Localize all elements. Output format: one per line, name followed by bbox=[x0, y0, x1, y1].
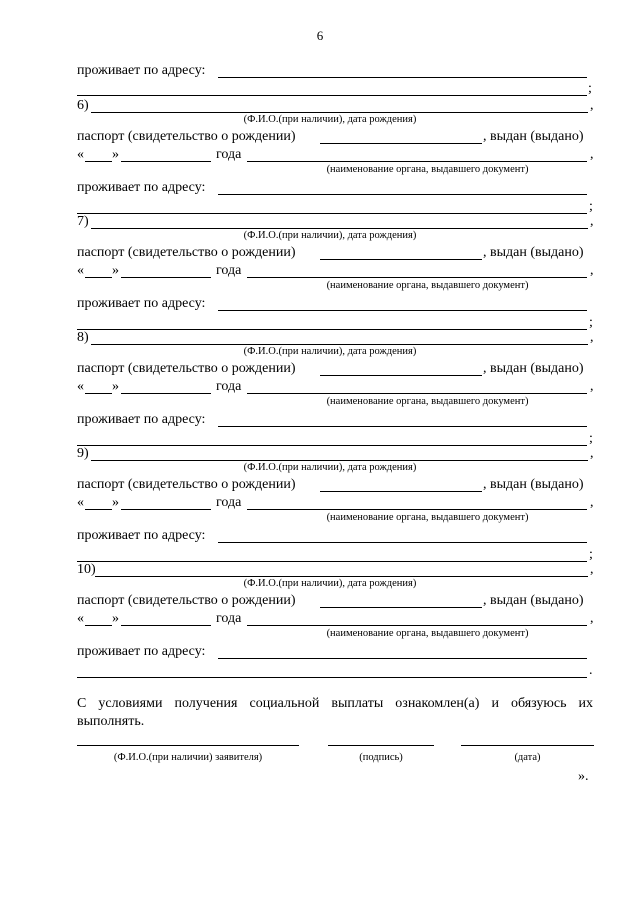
address-line[interactable] bbox=[218, 542, 587, 543]
passport-label: паспорт (свидетельство о рождении) bbox=[77, 593, 296, 608]
open-quote: « bbox=[77, 147, 84, 162]
passport-label: паспорт (свидетельство о рождении) bbox=[77, 245, 296, 260]
fio-line[interactable] bbox=[91, 112, 588, 113]
day-line[interactable] bbox=[85, 277, 112, 278]
issuer-line[interactable] bbox=[247, 509, 587, 510]
applicant-name-line[interactable] bbox=[77, 745, 299, 746]
passport-number-line[interactable] bbox=[320, 375, 482, 376]
issued-label: , выдан (выдано) bbox=[483, 129, 584, 144]
passport-label: паспорт (свидетельство о рождении) bbox=[77, 477, 296, 492]
issuer-line[interactable] bbox=[247, 393, 587, 394]
page-number: 6 bbox=[316, 28, 324, 43]
organ-caption: (наименование органа, выдавшего документ) bbox=[326, 164, 529, 175]
issued-label: , выдан (выдано) bbox=[483, 593, 584, 608]
line-end-punct: . bbox=[589, 663, 593, 678]
fio-caption: (Ф.И.О.(при наличии), дата рождения) bbox=[243, 346, 417, 357]
line-end-punct: ; bbox=[589, 199, 593, 214]
fio-caption: (Ф.И.О.(при наличии), дата рождения) bbox=[243, 230, 417, 241]
organ-caption: (наименование органа, выдавшего документ) bbox=[326, 628, 529, 639]
close-quote: » bbox=[112, 611, 119, 626]
passport-label: паспорт (свидетельство о рождении) bbox=[77, 361, 296, 376]
passport-number-line[interactable] bbox=[320, 259, 482, 260]
line-end-comma: , bbox=[590, 98, 594, 113]
year-label: года bbox=[216, 379, 242, 394]
line-end-semicolon: ; bbox=[588, 81, 592, 96]
organ-caption: (наименование органа, выдавшего документ) bbox=[326, 280, 529, 291]
passport-number-line[interactable] bbox=[320, 491, 482, 492]
line-end-punct: ; bbox=[589, 315, 593, 330]
line-end-punct: ; bbox=[589, 431, 593, 446]
address-line[interactable] bbox=[218, 77, 587, 78]
organ-caption: (наименование органа, выдавшего документ) bbox=[326, 396, 529, 407]
year-label: года bbox=[216, 147, 242, 162]
person-number: 10) bbox=[77, 562, 96, 577]
day-line[interactable] bbox=[85, 625, 112, 626]
close-quote: » bbox=[112, 495, 119, 510]
address-label: проживает по адресу: bbox=[77, 296, 206, 311]
passport-label: паспорт (свидетельство о рождении) bbox=[77, 129, 296, 144]
address-label: проживает по адресу: bbox=[77, 412, 206, 427]
fio-line[interactable] bbox=[91, 344, 588, 345]
line-end-comma: , bbox=[590, 495, 594, 510]
open-quote: « bbox=[77, 611, 84, 626]
line-end-comma: , bbox=[590, 446, 594, 461]
address-line-2[interactable] bbox=[77, 95, 587, 96]
address-line-2[interactable] bbox=[77, 561, 587, 562]
fio-line[interactable] bbox=[91, 228, 588, 229]
day-line[interactable] bbox=[85, 393, 112, 394]
address-line-2[interactable] bbox=[77, 213, 587, 214]
address-label: проживает по адресу: bbox=[77, 180, 206, 195]
closing-quote: ». bbox=[578, 769, 589, 784]
line-end-comma: , bbox=[590, 214, 594, 229]
month-line[interactable] bbox=[121, 509, 211, 510]
issued-label: , выдан (выдано) bbox=[483, 477, 584, 492]
address-line-2[interactable] bbox=[77, 445, 587, 446]
line-end-comma: , bbox=[590, 330, 594, 345]
close-quote: » bbox=[112, 263, 119, 278]
issued-label: , выдан (выдано) bbox=[483, 245, 584, 260]
organ-caption: (наименование органа, выдавшего документ) bbox=[326, 512, 529, 523]
open-quote: « bbox=[77, 263, 84, 278]
month-line[interactable] bbox=[121, 161, 211, 162]
fio-caption: (Ф.И.О.(при наличии), дата рождения) bbox=[243, 462, 417, 473]
month-line[interactable] bbox=[121, 393, 211, 394]
issued-label: , выдан (выдано) bbox=[483, 361, 584, 376]
close-quote: » bbox=[112, 147, 119, 162]
address-line[interactable] bbox=[218, 658, 587, 659]
person-number: 8) bbox=[77, 330, 89, 345]
open-quote: « bbox=[77, 379, 84, 394]
month-line[interactable] bbox=[121, 625, 211, 626]
address-label: проживает по адресу: bbox=[77, 528, 206, 543]
fio-line[interactable] bbox=[91, 460, 588, 461]
address-line[interactable] bbox=[218, 194, 587, 195]
line-end-comma: , bbox=[590, 147, 594, 162]
line-end-punct: ; bbox=[589, 547, 593, 562]
address-label: проживает по адресу: bbox=[77, 63, 206, 78]
month-line[interactable] bbox=[121, 277, 211, 278]
address-label: проживает по адресу: bbox=[77, 644, 206, 659]
line-end-comma: , bbox=[590, 263, 594, 278]
issuer-line[interactable] bbox=[247, 161, 587, 162]
passport-number-line[interactable] bbox=[320, 607, 482, 608]
issuer-line[interactable] bbox=[247, 625, 587, 626]
year-label: года bbox=[216, 495, 242, 510]
applicant-caption: (Ф.И.О.(при наличии) заявителя) bbox=[113, 752, 263, 763]
year-label: года bbox=[216, 611, 242, 626]
date-caption: (дата) bbox=[514, 752, 541, 763]
address-line[interactable] bbox=[218, 310, 587, 311]
agreement-text: С условиями получения социальной выплаты ознакомлен(а) и обязуюсь их выполнять. bbox=[77, 696, 593, 729]
line-end-comma: , bbox=[590, 562, 594, 577]
address-line-2[interactable] bbox=[77, 677, 587, 678]
signature-caption: (подпись) bbox=[359, 752, 403, 763]
person-number: 9) bbox=[77, 446, 89, 461]
address-line[interactable] bbox=[218, 426, 587, 427]
open-quote: « bbox=[77, 495, 84, 510]
signature-line[interactable] bbox=[328, 745, 434, 746]
fio-caption: (Ф.И.О.(при наличии), дата рождения) bbox=[243, 114, 417, 125]
year-label: года bbox=[216, 263, 242, 278]
person-number: 6) bbox=[77, 98, 89, 113]
line-end-comma: , bbox=[590, 611, 594, 626]
person-number: 7) bbox=[77, 214, 89, 229]
fio-caption: (Ф.И.О.(при наличии), дата рождения) bbox=[243, 578, 417, 589]
issuer-line[interactable] bbox=[247, 277, 587, 278]
line-end-comma: , bbox=[590, 379, 594, 394]
day-line[interactable] bbox=[85, 161, 112, 162]
fio-line[interactable] bbox=[95, 576, 588, 577]
date-line[interactable] bbox=[461, 745, 594, 746]
passport-number-line[interactable] bbox=[320, 143, 482, 144]
day-line[interactable] bbox=[85, 509, 112, 510]
close-quote: » bbox=[112, 379, 119, 394]
address-line-2[interactable] bbox=[77, 329, 587, 330]
